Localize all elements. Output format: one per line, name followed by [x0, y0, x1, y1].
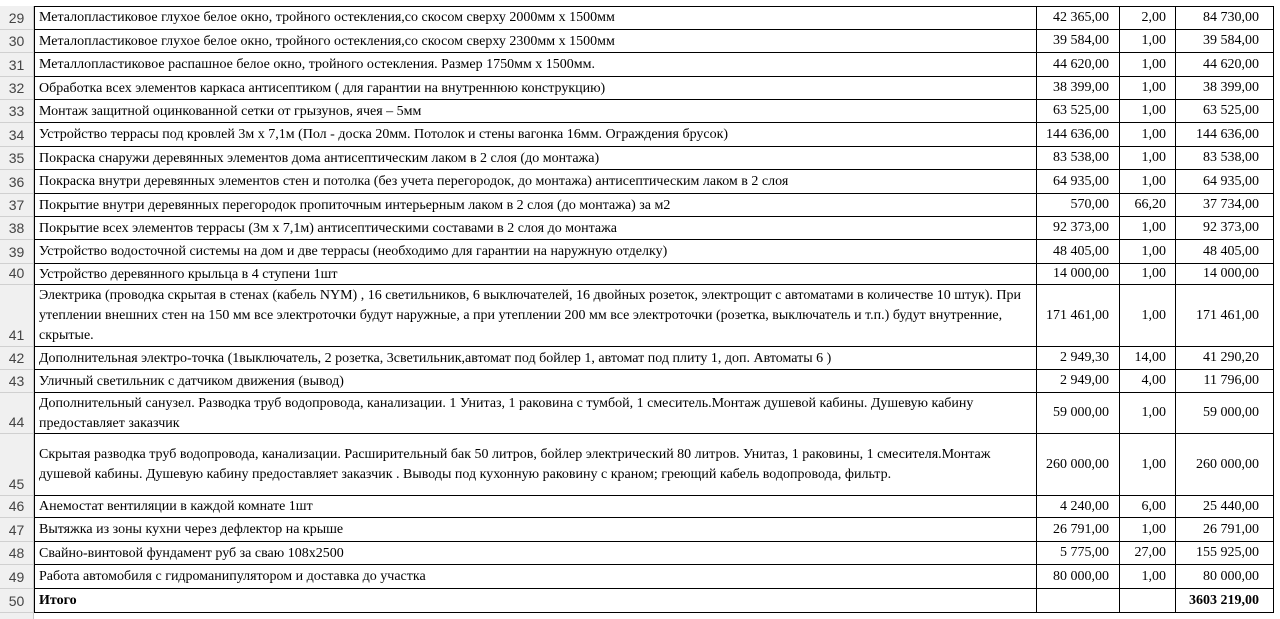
price-cell[interactable]: 2 949,30 [1037, 347, 1120, 370]
row-number[interactable]: 50 [0, 589, 34, 613]
price-cell[interactable]: 92 373,00 [1037, 217, 1120, 240]
description-cell[interactable]: Свайно-винтовой фундамент руб за сваю 108х2500 [34, 542, 1037, 565]
total-cell[interactable]: 41 290,20 [1176, 347, 1274, 370]
row-number[interactable]: 37 [0, 194, 34, 217]
quantity-cell[interactable]: 1,00 [1120, 285, 1176, 347]
description-cell[interactable]: Металлопластиковое распашное белое окно, тройного остекления. Размер 1750мм х 1500мм. [34, 53, 1037, 77]
description-cell[interactable]: Покрытие внутри деревянных перегородок пропиточным интерьерным лаком в 2 слоя (до монтажа) за м2 [34, 194, 1037, 217]
row-number[interactable]: 40 [0, 264, 34, 285]
price-cell[interactable]: 14 000,00 [1037, 264, 1120, 285]
row-number[interactable]: 36 [0, 170, 34, 194]
quantity-cell[interactable]: 2,00 [1120, 6, 1176, 30]
total-cell[interactable]: 144 636,00 [1176, 123, 1274, 147]
total-cell[interactable]: 63 525,00 [1176, 100, 1274, 123]
table-row [0, 370, 1280, 393]
row-number[interactable]: 43 [0, 370, 34, 393]
quantity-cell[interactable]: 1,00 [1120, 393, 1176, 434]
price-cell[interactable]: 38 399,00 [1037, 77, 1120, 100]
description-cell[interactable]: Уличный светильник с датчиком движения (вывод) [34, 370, 1037, 393]
description-cell[interactable]: Анемостат вентиляции в каждой комнате 1шт [34, 496, 1037, 518]
description-cell[interactable]: Металопластиковое глухое белое окно, тройного остекления,со скосом сверху 2000мм х 1500мм [34, 6, 1037, 30]
price-cell[interactable]: 39 584,00 [1037, 30, 1120, 53]
quantity-cell[interactable]: 1,00 [1120, 240, 1176, 264]
row-number[interactable]: 30 [0, 30, 34, 53]
description-cell[interactable]: Скрытая разводка труб водопровода, канализации. Расширительный бак 50 литров, бойлер электрический 80 литров. Унитаз, 1 раковины, 1 смесителя.Монтаж душевой кабины. Душевую кабину предоставляет заказчик . Выводы под кухонную раковину с краном; греющий кабель водопровода, фильтр. [34, 434, 1037, 496]
description-cell[interactable]: Работа автомобиля с гидроманипулятором и доставка до участка [34, 565, 1037, 589]
price-cell[interactable]: 570,00 [1037, 194, 1120, 217]
table-row [0, 170, 1280, 194]
price-cell[interactable]: 171 461,00 [1037, 285, 1120, 347]
price-cell[interactable]: 144 636,00 [1037, 123, 1120, 147]
row-number[interactable]: 41 [0, 285, 34, 347]
table-row [0, 53, 1280, 77]
description-cell[interactable]: Покраска снаружи деревянных элементов дома антисептическим лаком в 2 слоя (до монтажа) [34, 147, 1037, 170]
table-row [0, 496, 1280, 518]
table-row [0, 100, 1280, 123]
table-row [0, 123, 1280, 147]
total-cell[interactable]: 37 734,00 [1176, 194, 1274, 217]
quantity-cell[interactable]: 1,00 [1120, 434, 1176, 496]
total-cell[interactable]: 84 730,00 [1176, 6, 1274, 30]
price-cell[interactable]: 4 240,00 [1037, 496, 1120, 518]
description-cell[interactable]: Устройство деревянного крыльца в 4 ступени 1шт [34, 264, 1037, 285]
quantity-cell[interactable]: 1,00 [1120, 100, 1176, 123]
quantity-cell[interactable]: 1,00 [1120, 30, 1176, 53]
row-number[interactable]: 38 [0, 217, 34, 240]
quantity-cell[interactable]: 66,20 [1120, 194, 1176, 217]
total-cell[interactable]: 171 461,00 [1176, 285, 1274, 347]
row-number[interactable]: 32 [0, 77, 34, 100]
quantity-cell[interactable]: 1,00 [1120, 77, 1176, 100]
description-cell[interactable]: Монтаж защитной оцинкованной сетки от грызунов, ячея – 5мм [34, 100, 1037, 123]
table-row [0, 285, 1280, 347]
quantity-cell[interactable] [1120, 589, 1176, 613]
description-cell[interactable]: Металопластиковое глухое белое окно, тройного остекления,со скосом сверху 2300мм х 1500мм [34, 30, 1037, 53]
row-number[interactable]: 45 [0, 434, 34, 496]
quantity-cell[interactable]: 1,00 [1120, 53, 1176, 77]
table-row [0, 613, 1280, 619]
price-cell[interactable]: 42 365,00 [1037, 6, 1120, 30]
price-cell[interactable]: 64 935,00 [1037, 170, 1120, 194]
table-row [0, 147, 1280, 170]
price-cell[interactable]: 80 000,00 [1037, 565, 1120, 589]
quantity-cell[interactable]: 6,00 [1120, 496, 1176, 518]
total-cell[interactable]: 64 935,00 [1176, 170, 1274, 194]
row-number[interactable]: 46 [0, 496, 34, 518]
table-row [0, 434, 1280, 496]
table-row [0, 518, 1280, 542]
quantity-cell[interactable]: 1,00 [1120, 170, 1176, 194]
total-cell[interactable]: 38 399,00 [1176, 77, 1274, 100]
description-cell[interactable]: Устройство водосточной системы на дом и две террасы (необходимо для гарантии на наружную отделку) [34, 240, 1037, 264]
total-cell[interactable]: 59 000,00 [1176, 393, 1274, 434]
price-cell[interactable]: 59 000,00 [1037, 393, 1120, 434]
quantity-cell[interactable]: 14,00 [1120, 347, 1176, 370]
quantity-cell[interactable]: 1,00 [1120, 217, 1176, 240]
quantity-cell[interactable]: 1,00 [1120, 147, 1176, 170]
table-row [0, 6, 1280, 30]
price-cell[interactable]: 2 949,00 [1037, 370, 1120, 393]
quantity-cell[interactable]: 4,00 [1120, 370, 1176, 393]
quantity-cell[interactable]: 1,00 [1120, 518, 1176, 542]
table-row [0, 240, 1280, 264]
row-number[interactable]: 34 [0, 123, 34, 147]
total-cell[interactable]: 44 620,00 [1176, 53, 1274, 77]
description-cell[interactable]: Покраска внутри деревянных элементов стен и потолка (без учета перегородок, до монтажа) антисептическим лаком в 2 слоя [34, 170, 1037, 194]
price-cell[interactable]: 63 525,00 [1037, 100, 1120, 123]
price-cell[interactable] [1037, 589, 1120, 613]
row-number[interactable]: 49 [0, 565, 34, 589]
total-cell[interactable]: 25 440,00 [1176, 496, 1274, 518]
quantity-cell[interactable]: 1,00 [1120, 123, 1176, 147]
price-cell[interactable]: 48 405,00 [1037, 240, 1120, 264]
row-number[interactable]: 42 [0, 347, 34, 370]
total-cell[interactable]: 11 796,00 [1176, 370, 1274, 393]
summary-label[interactable]: Итого [34, 589, 1037, 613]
total-cell[interactable]: 92 373,00 [1176, 217, 1274, 240]
description-cell[interactable]: Вытяжка из зоны кухни через дефлектор на крыше [34, 518, 1037, 542]
total-cell[interactable]: 48 405,00 [1176, 240, 1274, 264]
summary-row [0, 589, 1280, 613]
row-number[interactable]: 35 [0, 147, 34, 170]
description-cell[interactable]: Электрика (проводка скрытая в стенах (кабель NYM) , 16 светильников, 6 выключателей, 16 двойных розеток, электрощит с автоматами в количестве 10 штук). При утеплении внешних стен на 150 мм все электроточки будут наружные, а при утеплении 200 мм все электроточки (розетка, выключатель и т.п.) будут внутренние, скрытые. [34, 285, 1037, 347]
table-row [0, 542, 1280, 565]
row-number[interactable]: 29 [0, 6, 34, 30]
price-cell[interactable]: 83 538,00 [1037, 147, 1120, 170]
row-number[interactable]: 39 [0, 240, 34, 264]
total-cell[interactable]: 83 538,00 [1176, 147, 1274, 170]
grand-total-cell[interactable]: 3603 219,00 [1176, 589, 1274, 613]
total-cell[interactable]: 80 000,00 [1176, 565, 1274, 589]
total-cell[interactable]: 155 925,00 [1176, 542, 1274, 565]
total-cell[interactable]: 26 791,00 [1176, 518, 1274, 542]
row-number[interactable]: 33 [0, 100, 34, 123]
table-row [0, 264, 1280, 285]
price-cell[interactable]: 26 791,00 [1037, 518, 1120, 542]
description-cell[interactable]: Дополнительная электро-точка (1выключатель, 2 розетка, 3светильник,автомат под бойлер 1, автомат под плиту 1, доп. Автоматы 6 ) [34, 347, 1037, 370]
total-cell[interactable]: 260 000,00 [1176, 434, 1274, 496]
total-cell[interactable]: 14 000,00 [1176, 264, 1274, 285]
table-row [0, 30, 1280, 53]
price-cell[interactable]: 5 775,00 [1037, 542, 1120, 565]
table-row [0, 393, 1280, 434]
table-row [0, 77, 1280, 100]
price-cell[interactable]: 260 000,00 [1037, 434, 1120, 496]
quantity-cell[interactable]: 27,00 [1120, 542, 1176, 565]
quantity-cell[interactable]: 1,00 [1120, 264, 1176, 285]
description-cell[interactable]: Обработка всех элементов каркаса антисептиком ( для гарантии на внутреннюю конструкцию) [34, 77, 1037, 100]
table-row [0, 347, 1280, 370]
row-number[interactable]: 48 [0, 542, 34, 565]
total-cell[interactable]: 39 584,00 [1176, 30, 1274, 53]
row-number[interactable]: 44 [0, 393, 34, 434]
description-cell[interactable]: Покрытие всех элементов террасы (3м х 7,1м) антисептическими составами в 2 слоя до монтажа [34, 217, 1037, 240]
table-row [0, 565, 1280, 589]
quantity-cell[interactable]: 1,00 [1120, 565, 1176, 589]
table-row [0, 217, 1280, 240]
table-row [0, 194, 1280, 217]
row-number[interactable] [0, 613, 34, 619]
description-cell[interactable]: Дополнительный санузел. Разводка труб водопровода, канализации. 1 Унитаз, 1 раковина с тумбой, 1 смеситель.Монтаж душевой кабины. Душевую кабину предоставляет заказчик [34, 393, 1037, 434]
description-cell[interactable]: Устройство террасы под кровлей 3м х 7,1м (Пол - доска 20мм. Потолок и стены вагонка 16мм. Ограждения брусок) [34, 123, 1037, 147]
row-number[interactable]: 31 [0, 53, 34, 77]
price-cell[interactable]: 44 620,00 [1037, 53, 1120, 77]
row-number[interactable]: 47 [0, 518, 34, 542]
